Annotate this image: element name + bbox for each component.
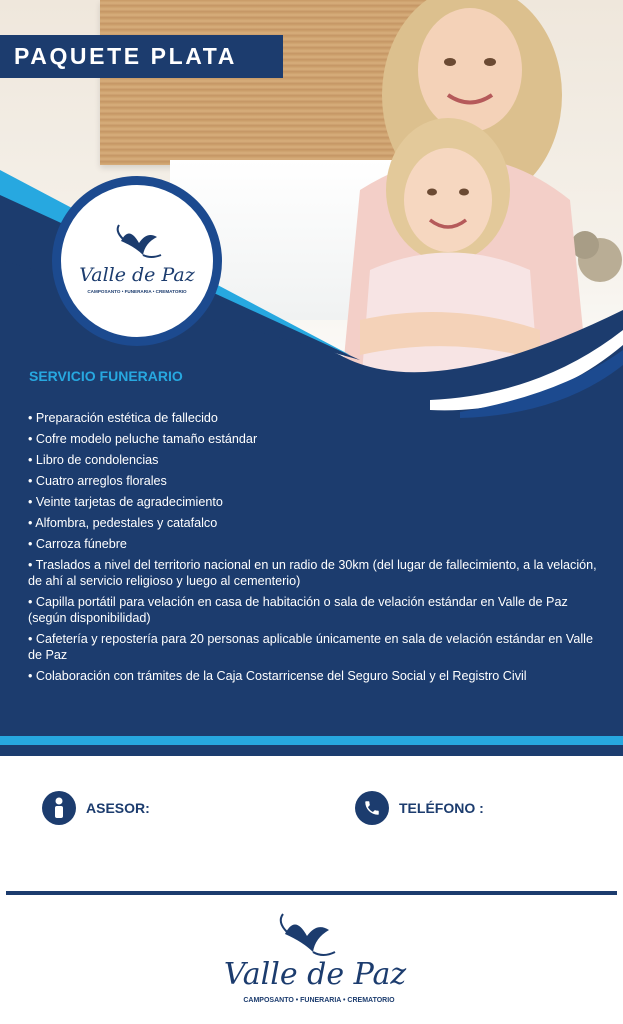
phone-label: TELÉFONO : bbox=[399, 800, 484, 816]
footer-brand-name: Valle de Paz bbox=[223, 957, 407, 992]
list-item: • Cofre modelo peluche tamaño estándar bbox=[28, 432, 258, 446]
advisor-label: ASESOR: bbox=[86, 800, 150, 816]
brand-tagline: CAMPOSANTO • FUNERARIA • CREMATORIO bbox=[87, 289, 187, 294]
section-title: SERVICIO FUNERARIO bbox=[29, 368, 183, 384]
list-item: • Carroza fúnebre bbox=[28, 537, 127, 551]
advisor-contact bbox=[42, 790, 150, 826]
phone-icon bbox=[355, 791, 389, 825]
list-item: • Veinte tarjetas de agradecimiento bbox=[28, 495, 223, 509]
brand-name: Valle de Paz bbox=[79, 264, 195, 286]
footer-brand-tagline: CAMPOSANTO • FUNERARIA • CREMATORIO bbox=[243, 997, 395, 1004]
list-item: • Cafetería y repostería para 20 personas aplicable únicamente en sala de velación estándar en Valle de Paz bbox=[28, 632, 593, 662]
package-title: PAQUETE PLATA bbox=[0, 35, 283, 78]
list-item: • Preparación estética de fallecido bbox=[28, 411, 218, 425]
phone-contact bbox=[355, 790, 484, 826]
dove-logo bbox=[61, 185, 213, 337]
divider bbox=[6, 891, 617, 895]
list-item: • Capilla portátil para velación en casa de habitación o sala de velación estándar en Valle de Paz (según disponibilidad) bbox=[28, 595, 568, 625]
brand-logo-circle bbox=[52, 176, 222, 346]
list-item: • Traslados a nivel del territorio nacional en un radio de 30km (del lugar de fallecimiento, a la velación, de ahí al servicio religioso y luego al cementerio) bbox=[28, 558, 597, 588]
list-item: • Alfombra, pedestales y catafalco bbox=[28, 516, 218, 530]
footer-logo bbox=[215, 912, 415, 1012]
service-items bbox=[28, 410, 603, 689]
person-icon bbox=[42, 791, 76, 825]
list-item: • Libro de condolencias bbox=[28, 453, 159, 467]
list-item: • Cuatro arreglos florales bbox=[28, 474, 167, 488]
list-item: • Colaboración con trámites de la Caja Costarricense del Seguro Social y el Registro Civil bbox=[28, 669, 527, 683]
